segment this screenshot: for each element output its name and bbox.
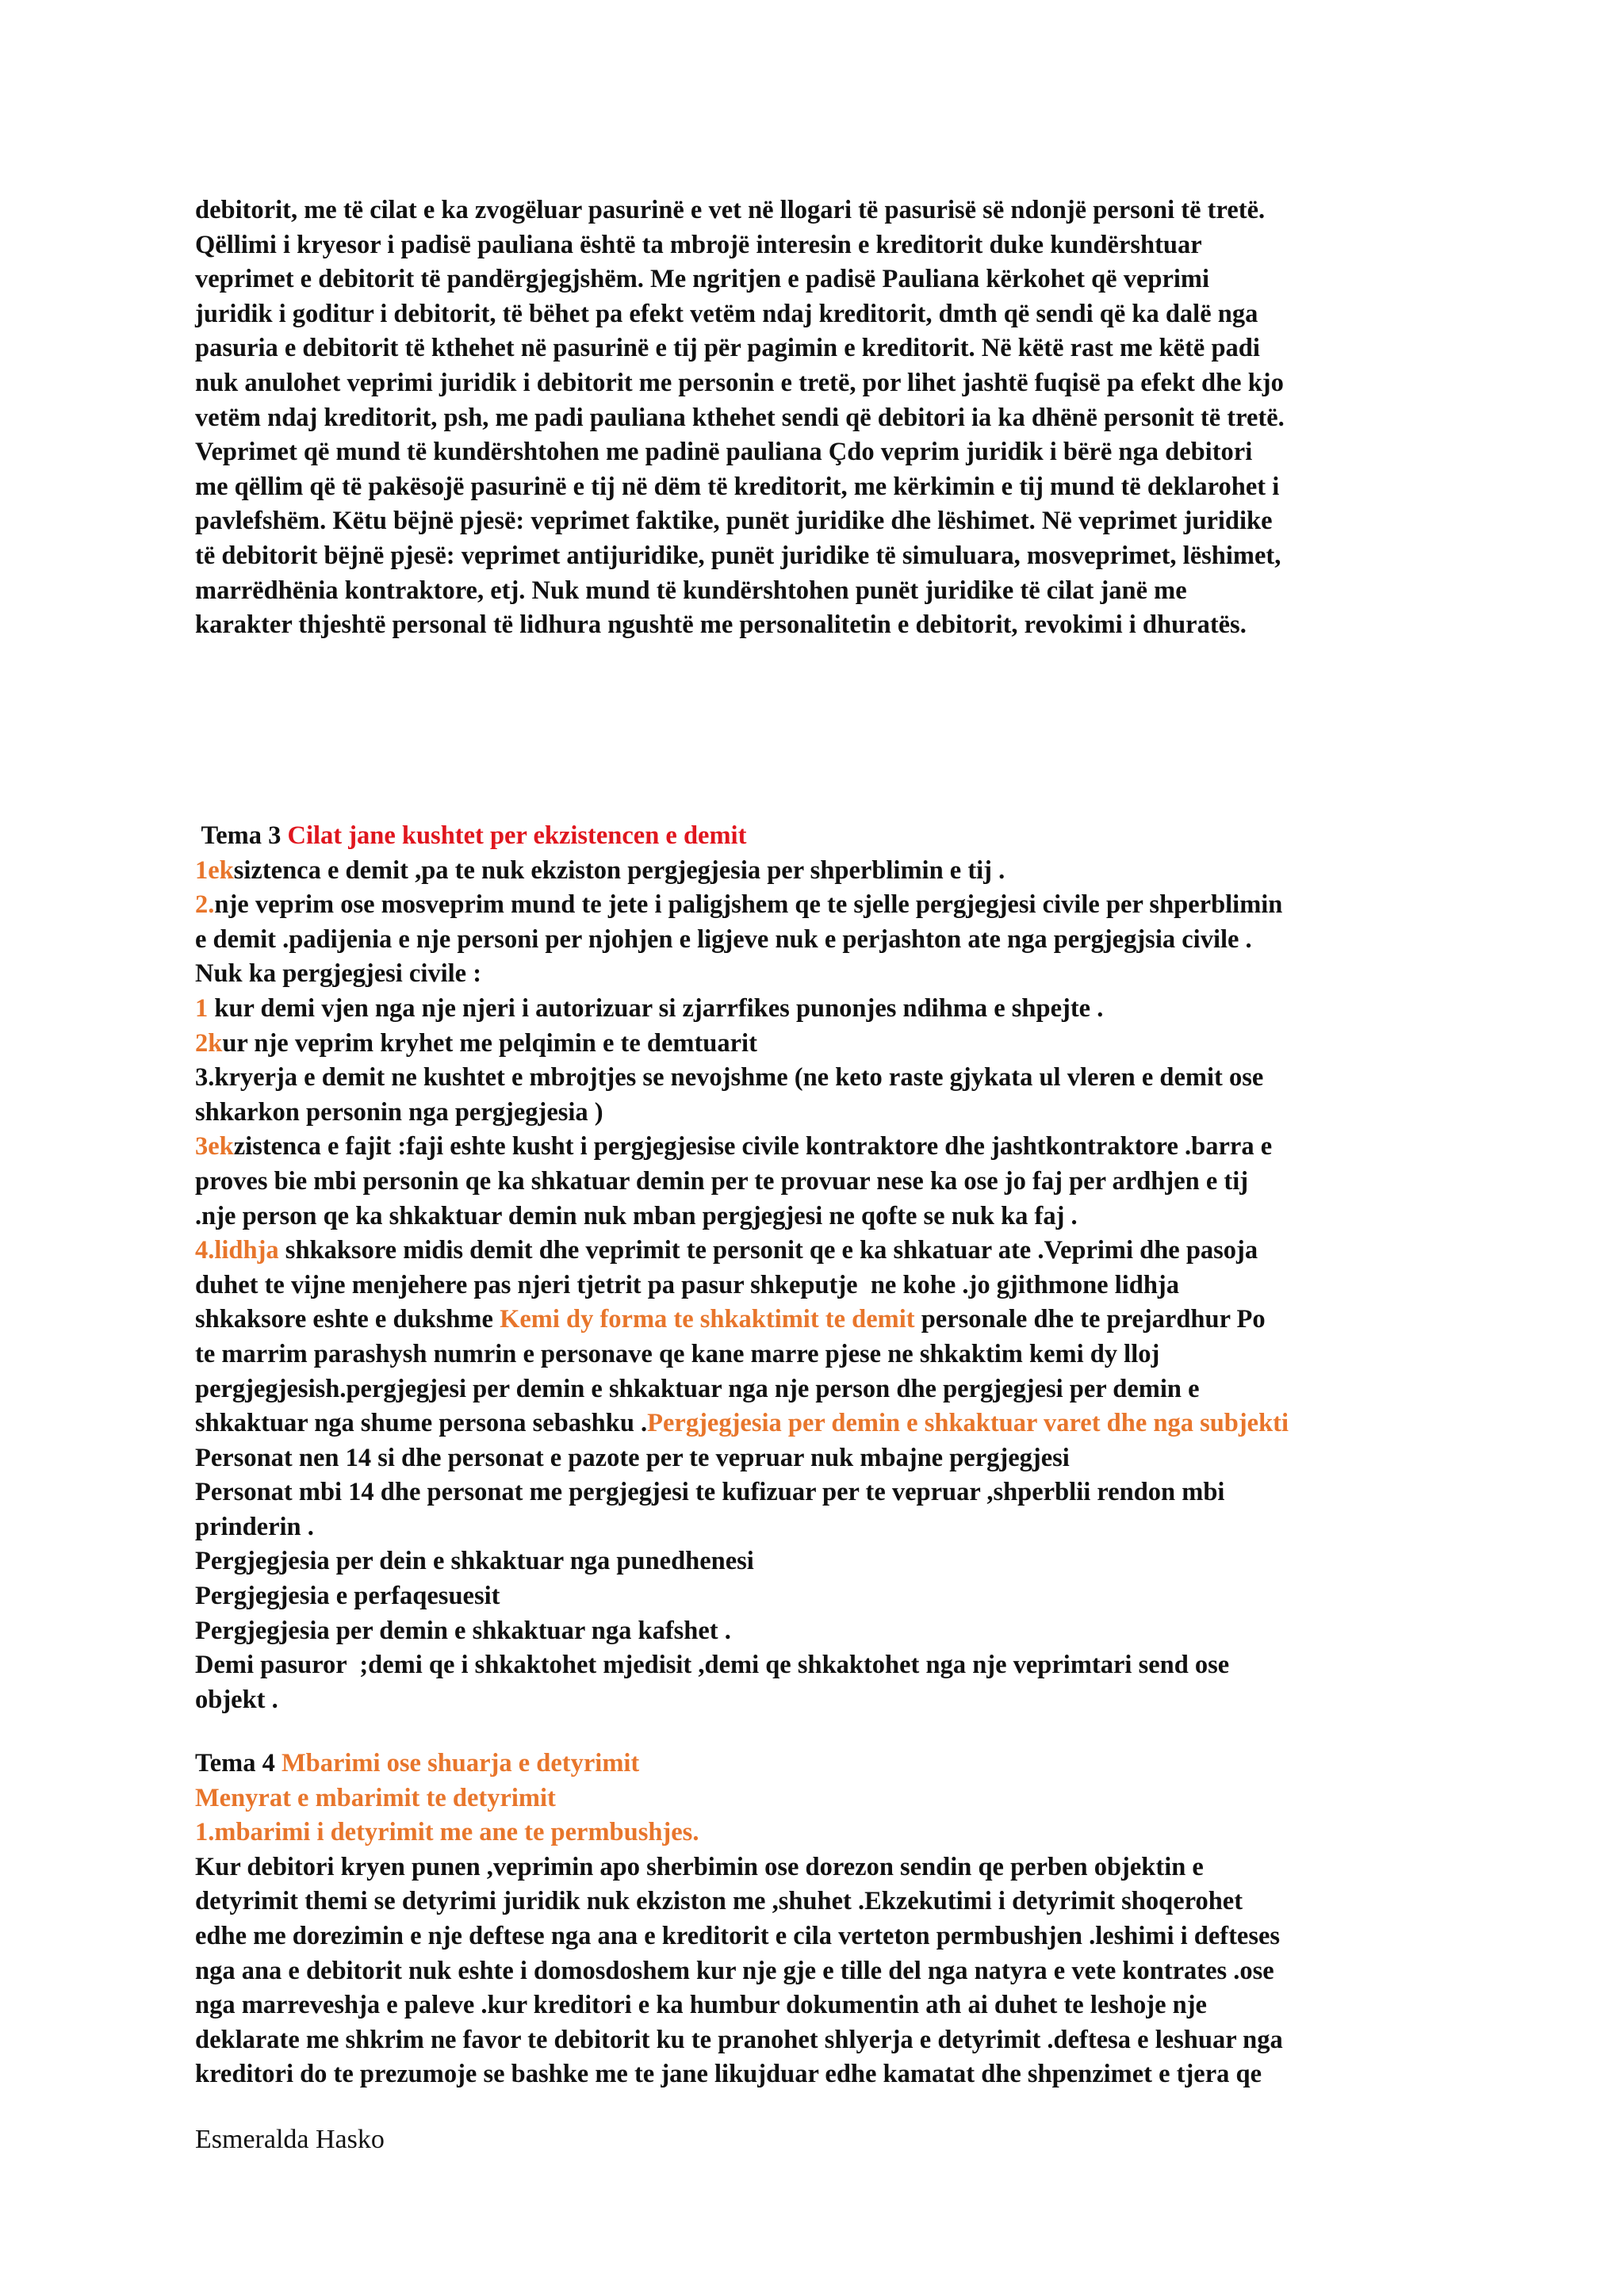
text-line: juridik i goditur i debitorit, të bëhet pa efekt vetëm ndaj kreditorit, dmth që sendi që ka dalë nga xyxy=(195,299,1258,328)
text-line: pavlefshëm. Këtu bëjnë pjesë: veprimet faktike, punët juridike dhe lëshimet. Në veprimet juridike xyxy=(195,507,1273,536)
text-line: vetëm ndaj kreditorit, psh, me padi pauliana kthehet sendi që debitori ia ka dhënë personit të tretë. xyxy=(195,403,1285,432)
text-line: pasuria e debitorit të kthehet në pasurinë e tij për pagimin e kreditorit. Në këtë rast me këtë padi xyxy=(195,334,1260,363)
page-footer-author: Esmeralda Hasko xyxy=(195,2125,385,2154)
item-text: kur demi vjen nga nje njeri i autorizuar si zjarrfikes punonjes ndihma e shpejte . xyxy=(208,993,1104,1023)
text-segment: shkaktuar nga shume persona sebashku . xyxy=(195,1409,648,1438)
text-line: prinderin . xyxy=(195,1512,314,1541)
text-line xyxy=(195,1130,1488,1165)
text-line: debitorit, me të cilat e ka zvogëluar pasurinë e vet në llogari të pasurisë së ndonjë personi të tretë. xyxy=(195,196,1266,224)
text-line: Demi pasuror ;demi qe i shkaktohet mjedisit ,demi qe shkaktohet nga nje veprimtari send ose xyxy=(195,1651,1230,1680)
item-number: 2k xyxy=(195,1028,223,1058)
heading-title: Cilat jane kushtet per ekzistencen e demit xyxy=(287,821,747,850)
section-heading xyxy=(195,819,1488,854)
text-line: Pergjegjesia per dein e shkaktuar nga punedhenesi xyxy=(195,1547,754,1576)
text-line xyxy=(195,888,1488,923)
text-line: .nje person qe ka shkaktuar demin nuk mban pergjegjesi ne qofte se nuk ka faj . xyxy=(195,1201,1078,1230)
text-line: Pergjegjesia e perfaqesuesit xyxy=(195,1582,500,1611)
text-line xyxy=(195,1303,1488,1337)
text-line: duhet te vijne menjehere pas njeri tjetrit pa pasur shkeputje ne kohe .jo gjithmone lidhja xyxy=(195,1270,1179,1299)
highlight-text: Pergjegjesia per demin e shkaktuar varet dhe nga subjekti xyxy=(647,1409,1289,1438)
text-line: të debitorit bëjnë pjesë: veprimet antijuridike, punët juridike të simuluara, mosveprimet, lëshimet, xyxy=(195,541,1281,570)
text-line xyxy=(195,1027,1488,1062)
text-line: edhe me dorezimin e nje deftese nga ana e kreditorit e cila verteton permbushjen .leshimi i defteses xyxy=(195,1921,1281,1950)
item-text: ur nje veprim kryhet me pelqimin e te demtuarit xyxy=(222,1028,757,1058)
item-number: 3ek xyxy=(195,1132,234,1161)
text-line: veprimet e debitorit të pandërgjegjshëm. Me ngritjen e padisë Pauliana kërkohet që veprimi xyxy=(195,265,1210,294)
text-line: nga marreveshja e paleve .kur kreditori e ka humbur dokumentin ath ai duhet te leshoje nje xyxy=(195,1991,1207,2020)
heading-prefix: Tema 3 xyxy=(195,821,288,850)
subheading: Menyrat e mbarimit te detyrimit xyxy=(195,1783,556,1812)
item-number: 2. xyxy=(195,890,215,920)
text-line: e demit .padijenia e nje personi per njohjen e ligjeve nuk e perjashton ate nga pergjegjsia civile . xyxy=(195,924,1252,954)
section-tema-3 xyxy=(195,819,1488,1717)
text-segment: personale dhe te prejardhur Po xyxy=(914,1305,1266,1334)
text-line: 3.kryerja e demit ne kushtet e mbrojtjes se nevojshme (ne keto raste gjykata ul vleren e demit ose xyxy=(195,1063,1264,1093)
item-text: siztenca e demit ,pa te nuk ekziston pergjegjesia per shperblimin e tij . xyxy=(233,855,1005,885)
text-line xyxy=(195,1406,1488,1441)
intro-paragraph xyxy=(195,193,1488,643)
text-line: kreditori do te prezumoje se bashke me te jane likujduar edhe kamatat dhe shpenzimet e tjera qe xyxy=(195,2060,1262,2089)
text-line: Pergjegjesia per demin e shkaktuar nga kafshet . xyxy=(195,1616,731,1645)
text-line: pergjegjesish.pergjegjesi per demin e shkaktuar nga nje person dhe pergjegjesi per demin e xyxy=(195,1374,1200,1403)
item-number: 1ek xyxy=(195,855,234,885)
text-line: proves bie mbi personin qe ka shkatuar demin per te provuar nese ka ose jo faj per ardhjen e tij xyxy=(195,1166,1249,1196)
subheading: 1.mbarimi i detyrimit me ane te permbushjes. xyxy=(195,1818,699,1847)
text-line: karakter thjeshtë personal të lidhura ngushtë me personalitetin e debitorit, revokimi i dhuratës. xyxy=(195,610,1247,640)
text-line: detyrimit themi se detyrimi juridik nuk ekziston me ,shuhet .Ekzekutimi i detyrimit shoqerohet xyxy=(195,1887,1243,1916)
heading-title: Mbarimi ose shuarja e detyrimit xyxy=(281,1749,640,1777)
item-number: 1 xyxy=(195,993,209,1023)
highlight-text: Kemi dy forma te shkaktimit te demit xyxy=(500,1305,915,1334)
text-line: nuk anulohet veprimi juridik i debitorit me personin e tretë, por lihet jashtë fuqisë pa efekt dhe kjo xyxy=(195,368,1284,397)
text-line: objekt . xyxy=(195,1685,278,1714)
text-segment: shkaksore eshte e dukshme xyxy=(195,1305,500,1334)
text-line: Qëllimi i kryesor i padisë pauliana është ta mbrojë interesin e kreditorit duke kundërshtuar xyxy=(195,230,1202,259)
item-text: zistenca e fajit :faji eshte kusht i pergjegjesise civile kontraktore dhe jashtkontraktore .barra e xyxy=(233,1132,1273,1161)
text-line: te marrim parashysh numrin e personave qe kane marre pjese ne shkaktim kemi dy lloj xyxy=(195,1339,1160,1368)
text-line: Kur debitori kryen punen ,veprimin apo sherbimin ose dorezon sendin qe perben objektin e xyxy=(195,1852,1204,1881)
text-line: Veprimet që mund të kundërshtohen me padinë pauliana Çdo veprim juridik i bërë nga debitori xyxy=(195,438,1253,467)
item-text: nje veprim ose mosveprim mund te jete i paligjshem qe te sjelle pergjegjesi civile per shperblimin xyxy=(214,890,1283,920)
text-line: marrëdhënia kontraktore, etj. Nuk mund të kundërshtohen punët juridike të cilat janë me xyxy=(195,576,1187,605)
text-line xyxy=(195,854,1488,889)
text-line xyxy=(195,992,1488,1027)
item-number: 4.lidhja xyxy=(195,1236,279,1265)
text-line: me qëllim që të pakësojë pasurinë e tij në dëm të kreditorit, me kërkimin e tij mund të deklarohet i xyxy=(195,472,1280,501)
text-line xyxy=(195,1234,1488,1269)
item-text: shkaksore midis demit dhe veprimit te personit qe e ka shkatuar ate .Veprimi dhe pasoja xyxy=(278,1236,1258,1265)
text-line: nga ana e debitorit nuk eshte i domosdoshem kur nje gje e tille del nga natyra e vete kontrates .ose xyxy=(195,1956,1274,1985)
text-line: Personat nen 14 si dhe personat e pazote per te vepruar nuk mbajne pergjegjesi xyxy=(195,1443,1070,1472)
text-line: deklarate me shkrim ne favor te debitorit ku te pranohet shlyerja e detyrimit .deftesa e leshuar nga xyxy=(195,2025,1283,2054)
heading-prefix: Tema 4 xyxy=(195,1749,282,1777)
section-heading xyxy=(195,1747,1488,1781)
text-line: Nuk ka pergjegjesi civile : xyxy=(195,959,482,989)
text-line: shkarkon personin nga pergjegjesia ) xyxy=(195,1097,603,1127)
section-tema-4 xyxy=(195,1747,1488,2092)
text-line: Personat mbi 14 dhe personat me pergjegjesi te kufizuar per te vepruar ,shperblii rendon mbi xyxy=(195,1478,1225,1507)
